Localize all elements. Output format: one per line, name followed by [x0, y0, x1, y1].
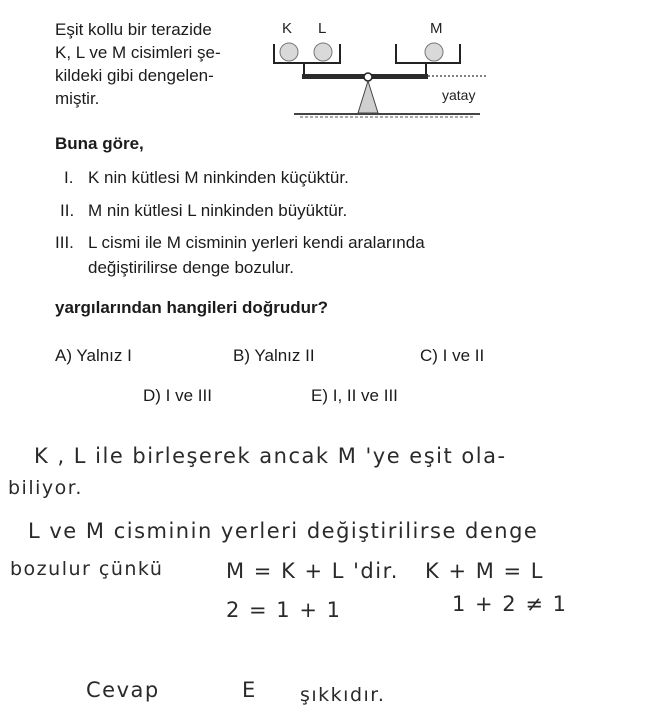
handwriting-line-4b: M = K + L 'dir. — [226, 559, 399, 583]
statement-3-number: III. — [55, 233, 74, 252]
handwriting-line-4a: bozulur çünkü — [10, 558, 164, 580]
option-a: A) Yalnız I — [55, 346, 132, 365]
label-horizontal: yatay — [442, 87, 476, 103]
intro-line-2: K, L ve M cisimleri şe- — [55, 43, 221, 62]
handwriting-line-5b: 1 + 2 ≠ 1 — [452, 592, 568, 616]
statement-3-text-line-2: değiştirilirse denge bozulur. — [88, 258, 295, 277]
handwriting-line-4c: K + M = L — [425, 559, 544, 583]
label-k: K — [282, 20, 293, 37]
handwriting-answer-label: Cevap — [86, 678, 160, 702]
label-m: M — [430, 20, 443, 37]
statement-3-text-line-1: L cismi ile M cisminin yerleri kendi aralarında — [88, 233, 425, 252]
lead-text: Buna göre, — [55, 134, 144, 153]
handwriting-line-3: L ve M cisminin yerleri değiştirilirse denge — [28, 519, 539, 543]
handwriting-line-2: biliyor. — [8, 477, 83, 499]
label-l: L — [318, 20, 327, 37]
option-e: E) I, II ve III — [311, 386, 398, 405]
intro-line-4: miştir. — [55, 89, 100, 108]
intro-line-3: kildeki gibi dengelen- — [55, 66, 214, 85]
option-d: D) I ve III — [143, 386, 212, 405]
handwriting-answer-letter: E — [242, 678, 257, 702]
intro-line-1: Eşit kollu bir terazide — [55, 20, 212, 39]
handwriting-line-1: K , L ile birleşerek ancak M 'ye eşit ola- — [34, 444, 507, 468]
balance-stand — [358, 81, 378, 113]
statement-1-text: K nin kütlesi M ninkinden küçüktür. — [88, 168, 349, 187]
balance-figure — [260, 14, 500, 129]
handwriting-answer-suffix: şıkkıdır. — [300, 684, 386, 706]
object-k — [280, 43, 298, 61]
object-l — [314, 43, 332, 61]
statement-2-number: II. — [60, 201, 75, 220]
option-b: B) Yalnız II — [233, 346, 315, 365]
option-c: C) I ve II — [420, 346, 485, 365]
handwriting-line-5a: 2 = 1 + 1 — [226, 598, 342, 622]
object-m — [425, 43, 443, 61]
statement-2-text: M nin kütlesi L ninkinden büyüktür. — [88, 201, 348, 220]
statement-1-number: I. — [64, 168, 74, 187]
question-prompt: yargılarından hangileri doğrudur? — [55, 298, 328, 317]
